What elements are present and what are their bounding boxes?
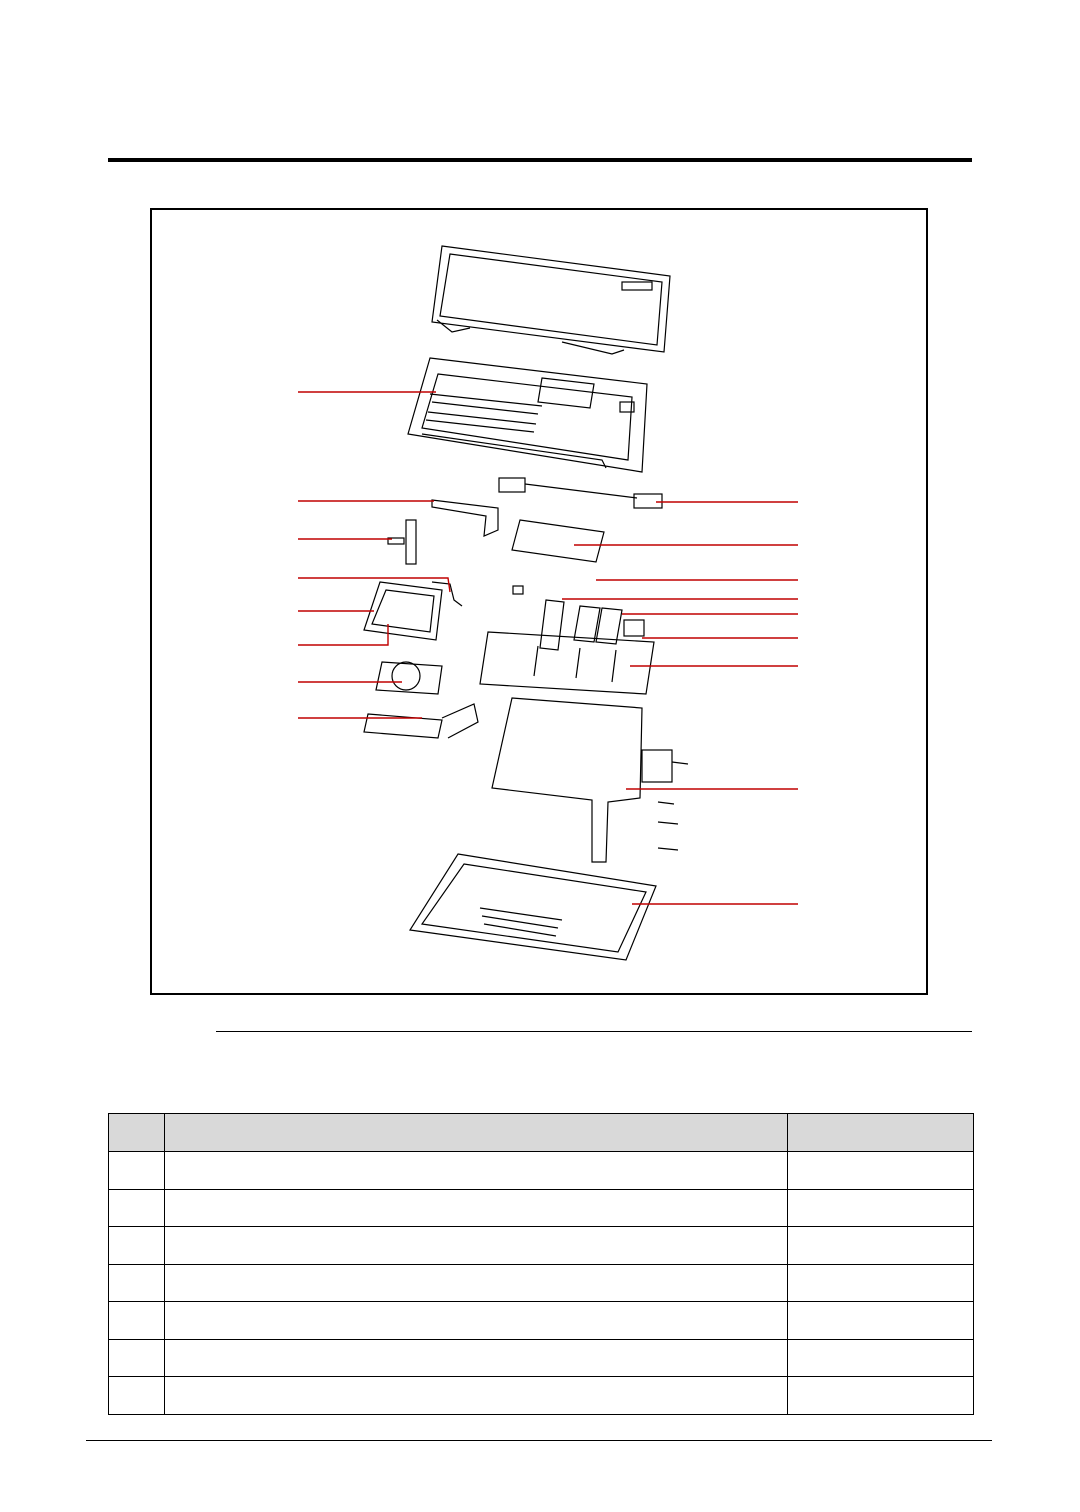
lower-case-icon (410, 854, 656, 960)
table-row (109, 1152, 974, 1190)
table-cell (165, 1377, 788, 1415)
table-row (109, 1302, 974, 1340)
table-cell (165, 1339, 788, 1377)
table-cell (165, 1152, 788, 1190)
upper-case-keyboard-icon (408, 358, 647, 472)
table-cell (165, 1264, 788, 1302)
table-cell (788, 1152, 974, 1190)
mainboard-icon (492, 698, 688, 862)
table-cell (109, 1377, 165, 1415)
table-row (109, 1264, 974, 1302)
table-row (109, 1339, 974, 1377)
lcd-module-icon (432, 246, 670, 354)
column-header (165, 1114, 788, 1152)
board-icon (512, 520, 604, 562)
column-header (788, 1114, 974, 1152)
exploded-diagram (152, 210, 926, 993)
caption-rule (216, 1031, 972, 1032)
parts-list-table (108, 1113, 974, 1415)
table-cell (788, 1264, 974, 1302)
speaker-icon (499, 478, 662, 508)
footer-rule (86, 1440, 992, 1441)
table-cell (109, 1264, 165, 1302)
table-row (109, 1227, 974, 1265)
table-cell (788, 1302, 974, 1340)
table-cell (165, 1227, 788, 1265)
callout-leaders (298, 392, 798, 904)
table-header-row (109, 1114, 974, 1152)
table-cell (109, 1152, 165, 1190)
table-cell (165, 1189, 788, 1227)
exploded-view-figure (150, 208, 928, 995)
ssd-icon (540, 600, 564, 650)
battery-icon (480, 632, 654, 694)
memory-icon (513, 586, 523, 594)
table-row (109, 1377, 974, 1415)
table-row (109, 1189, 974, 1227)
hdd-icon (364, 582, 442, 640)
fan-icon (376, 662, 442, 694)
table-cell (109, 1189, 165, 1227)
column-header (109, 1114, 165, 1152)
ssd-icon (624, 620, 644, 636)
table-cell (788, 1339, 974, 1377)
table-cell (788, 1227, 974, 1265)
table-cell (109, 1227, 165, 1265)
io-board-icon (388, 520, 416, 564)
cable-icon (432, 500, 498, 536)
heatsink-icon (364, 704, 478, 738)
section-title-rule (108, 158, 972, 162)
table-cell (788, 1189, 974, 1227)
table-cell (165, 1302, 788, 1340)
table-cell (788, 1377, 974, 1415)
table-cell (109, 1339, 165, 1377)
cable-icon (432, 582, 462, 606)
table-cell (109, 1302, 165, 1340)
